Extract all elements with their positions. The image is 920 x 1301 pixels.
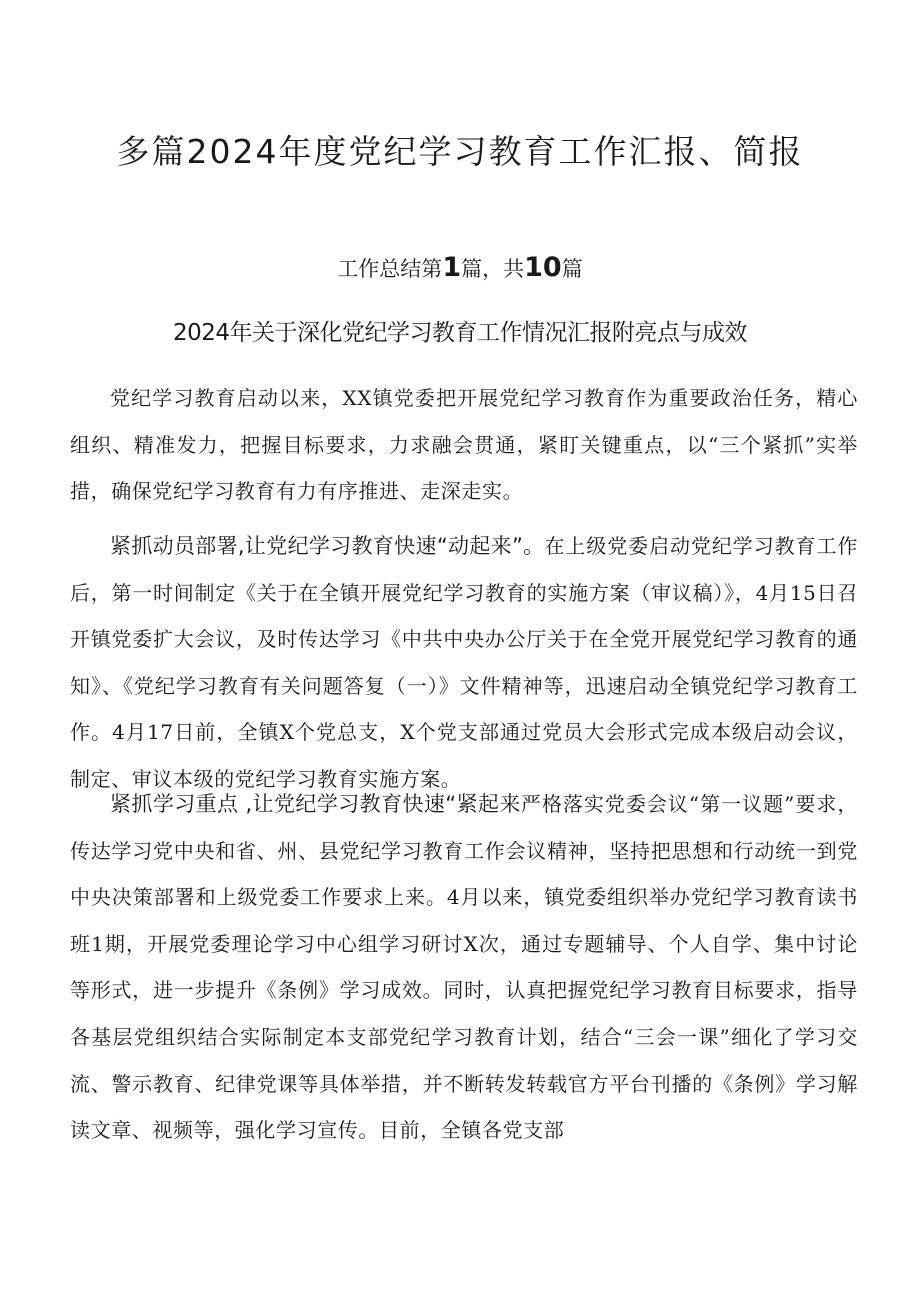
paragraph-study-focus-lead: 紧抓学习重点 ,让党纪学习教育快速“紧起来 <box>110 792 521 816</box>
paragraph-study-focus <box>70 781 858 1154</box>
paragraph-mobilization <box>70 523 858 803</box>
section-counter-suffix: 篇 <box>561 257 583 281</box>
paragraph-mobilization-lead: 紧抓动员部署,让党纪学习教育快速“动起来”。 <box>110 534 545 558</box>
paragraph-mobilization-text: 在上级党委启动党纪学习教育工作后，第一时间制定《关于在全镇开展党纪学习教育的实施方案（审议稿）》，4月15日召开镇党委扩大会议，及时传达学习《中共中央办公厅关于在全党开展党纪学习教育的通知》、《党纪学习教育有关问题答复（一）》文件精神等，迅速启动全镇党纪学习教育工作。4月17日前，全镇X个党总支，X个党支部通过党员大会形式完成本级启动会议，制定、审议本级的党纪学习教育实施方案。 <box>70 534 858 791</box>
section-counter <box>0 252 920 285</box>
article-title: 2024年关于深化党纪学习教育工作情况汇报附亮点与成效 <box>172 320 748 346</box>
section-counter-prefix: 工作总结第 <box>337 257 443 281</box>
section-counter-current: 1 <box>442 252 462 283</box>
section-counter-total: 10 <box>524 252 562 283</box>
section-counter-middle: 篇，共 <box>461 257 525 281</box>
paragraph-intro <box>70 375 858 515</box>
document-title: 多篇2024年度党纪学习教育工作汇报、简报 <box>116 132 804 171</box>
paragraph-study-focus-text: 严格落实党委会议“第一议题”要求，传达学习党中央和省、州、县党纪学习教育工作会议精神，坚持把思想和行动统一到党中央决策部署和上级党委工作要求上来。4月以来，镇党委组织举办党纪学习教育读书班1期，开展党委理论学习中心组学习研讨X次，通过专题辅导、个人自学、集中讨论等形式，进一步提升《条例》学习成效。同时，认真把握党纪学习教育目标要求，指导各基层党组织结合实际制定本支部党纪学习教育计划，结合“三会一课”细化了学习交流、警示教育、纪律党课等具体举措，并不断转发转载官方平台刊播的《条例》学习解读文章、视频等，强化学习宣传。目前，全镇各党支部 <box>70 792 858 1143</box>
paragraph-intro-text: 党纪学习教育启动以来，XX镇党委把开展党纪学习教育作为重要政治任务，精心组织、精准发力，把握目标要求，力求融会贯通，紧盯关键重点，以“三个紧抓”实举措，确保党纪学习教育有力有序推进、走深走实。 <box>70 386 858 504</box>
